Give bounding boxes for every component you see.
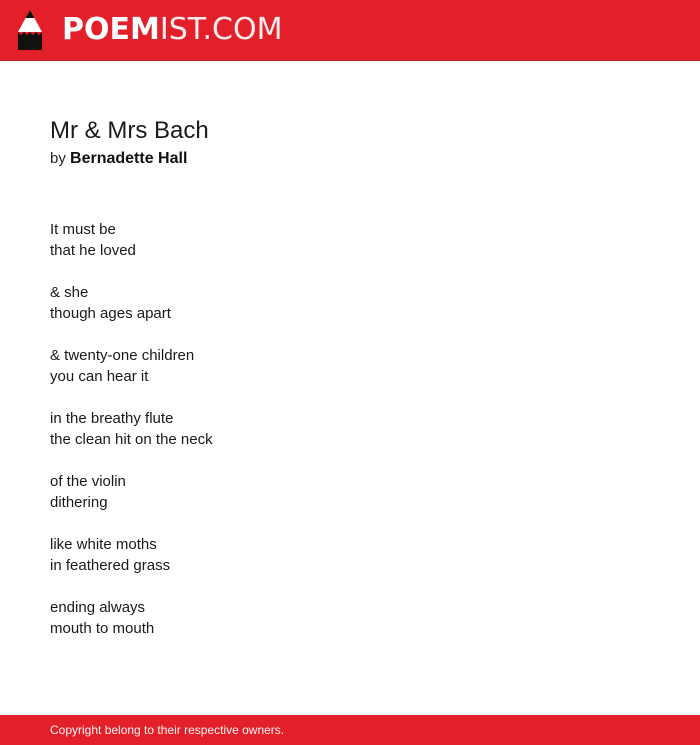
- author-link[interactable]: Bernadette Hall: [70, 150, 188, 167]
- poem-header: [50, 110, 650, 165]
- poem-line: in feathered grass: [50, 557, 171, 574]
- stanza: [50, 597, 650, 639]
- stanza: [50, 345, 650, 387]
- copyright-text: Copyright belong to their respective owners.: [50, 723, 285, 737]
- site-wordmark: [62, 8, 282, 52]
- poem-line: It must be: [50, 221, 116, 238]
- site-logo-link[interactable]: [16, 8, 282, 52]
- pencil-icon: [16, 8, 44, 52]
- poem-line: ending always: [50, 599, 146, 616]
- by-label: by: [50, 150, 66, 167]
- wordmark-light: IST.COM: [159, 12, 283, 47]
- poem-line: like white moths: [50, 536, 157, 553]
- stanza: [50, 282, 650, 324]
- stanza: [50, 534, 650, 576]
- poem-line: in the breathy flute: [50, 410, 174, 427]
- stanza: [50, 471, 650, 513]
- poem-line: & she: [50, 284, 89, 301]
- poem-line: & twenty-one children: [50, 347, 195, 364]
- poem-line: of the violin: [50, 473, 126, 490]
- poem-line: dithering: [50, 494, 108, 511]
- poem-line: mouth to mouth: [50, 620, 155, 637]
- poem-line: the clean hit on the neck: [50, 431, 213, 448]
- wordmark-bold: POEM: [62, 12, 160, 47]
- poem-body: [50, 219, 650, 660]
- poem-line: that he loved: [50, 242, 136, 259]
- poem-line: though ages apart: [50, 305, 171, 322]
- site-header: [0, 0, 700, 61]
- stanza: [50, 219, 650, 261]
- site-footer: [0, 715, 700, 745]
- byline: [50, 152, 650, 165]
- poem-title: Mr & Mrs Bach: [50, 117, 209, 144]
- poem-line: you can hear it: [50, 368, 149, 385]
- stanza: [50, 408, 650, 450]
